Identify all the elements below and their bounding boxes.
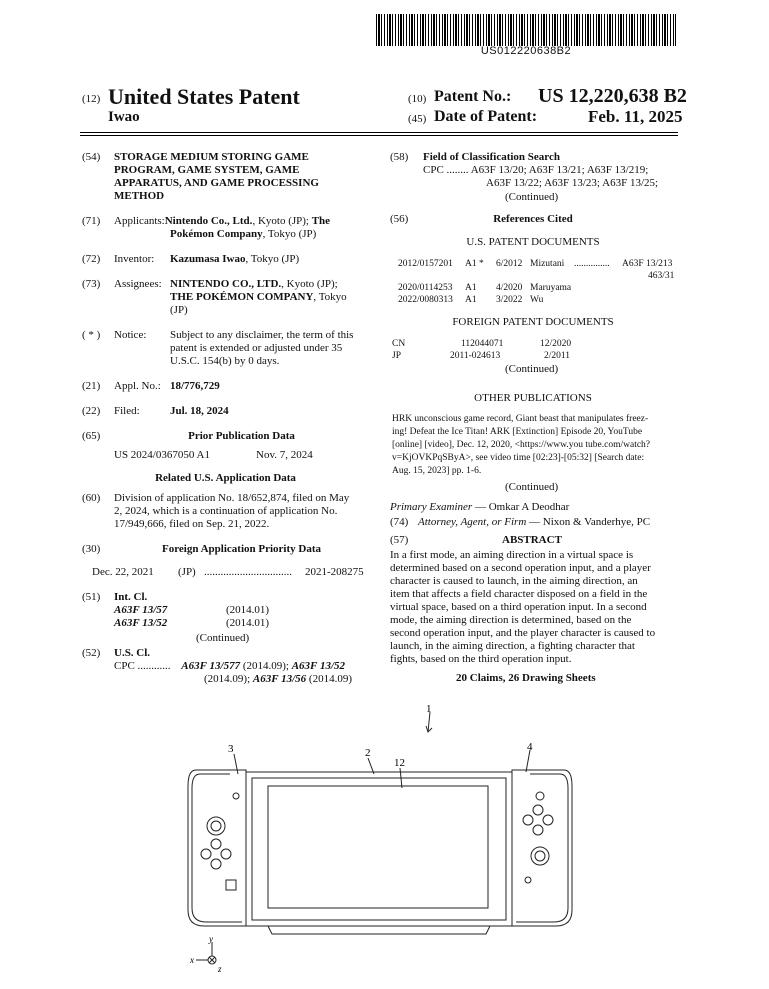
- us-doc-2-date: 4/2020: [496, 283, 523, 293]
- references-continued: (Continued): [505, 363, 559, 375]
- display-screen: [268, 786, 488, 908]
- int-cl-1-ver: (2014.01): [226, 604, 270, 616]
- label-4: 4: [527, 741, 533, 753]
- code-21: (21): [82, 380, 101, 392]
- code-56: (56): [390, 213, 409, 225]
- dpad-left: [201, 849, 211, 859]
- foreign-doc-1-num: 112044071: [461, 339, 504, 349]
- assignee-1-name: NINTENDO CO., LTD.: [170, 278, 282, 290]
- abstract-line-3: character is caused to launch, in the aiming direction, an: [390, 575, 638, 587]
- assignee-1: [170, 278, 338, 291]
- plus-button: [536, 792, 544, 800]
- code-10: (10): [408, 93, 427, 105]
- code-54: (54): [82, 151, 101, 163]
- other-pubs-heading: OTHER PUBLICATIONS: [474, 392, 592, 404]
- int-cl-continued: (Continued): [196, 632, 250, 644]
- button-b: [533, 825, 543, 835]
- applicants-label: Applicants:: [114, 215, 165, 227]
- applicants: [114, 215, 369, 228]
- axis-x-label: x: [190, 955, 194, 965]
- patent-no-label: Patent No.:: [434, 88, 512, 105]
- dpad-down: [211, 859, 221, 869]
- foreign-doc-2-num: 2011-024613: [450, 351, 501, 361]
- field-search-cpc: CPC: [423, 164, 444, 176]
- notice-label: Notice:: [114, 329, 147, 341]
- us-doc-1-date: 6/2012: [496, 259, 523, 269]
- assignees-label: Assignees:: [114, 278, 162, 290]
- right-stick: [531, 847, 549, 865]
- applicant-2-loc: , Tokyo (JP): [262, 228, 317, 240]
- examiner: [390, 501, 569, 514]
- field-search-classes-1: A63F 13/20; A63F 13/21; A63F 13/219;: [470, 164, 649, 176]
- us-doc-2-kind: A1: [465, 283, 477, 293]
- title-line-2: PROGRAM, GAME SYSTEM, GAME: [114, 164, 300, 176]
- appl-no-label: Appl. No.:: [114, 380, 161, 392]
- leader-1: [428, 712, 430, 732]
- priority-country: (JP): [178, 566, 196, 578]
- us-cl-v1: (2014.09);: [242, 660, 289, 672]
- prior-pub-date: Nov. 7, 2024: [256, 449, 313, 461]
- code-71: (71): [82, 215, 101, 227]
- axis-z-label: z: [218, 964, 222, 974]
- z-axis-cross: [209, 957, 215, 963]
- foreign-doc-2-date: 2/2011: [544, 351, 571, 361]
- assignee-1-loc: , Kyoto (JP);: [281, 278, 338, 290]
- us-cl-line-2: [204, 673, 352, 686]
- assignee-2: [170, 291, 347, 304]
- foreign-docs-heading: FOREIGN PATENT DOCUMENTS: [452, 316, 614, 328]
- code-60: (60): [82, 492, 101, 504]
- applicants-line-2: [170, 228, 316, 241]
- assignee-2-loc: , Tokyo: [313, 291, 347, 303]
- code-22: (22): [82, 405, 101, 417]
- leader-4: [526, 750, 530, 772]
- code-58: (58): [390, 151, 409, 163]
- foreign-doc-1-date: 12/2020: [540, 339, 572, 349]
- inventor-short: Iwao: [108, 109, 140, 125]
- home-button: [525, 877, 531, 883]
- label-1: 1: [426, 703, 432, 715]
- title-line-3: APPARATUS, AND GAME PROCESSING: [114, 177, 319, 189]
- abstract-line-4: item that affects a field character disposed on a field in the: [390, 588, 648, 600]
- barcode-number: US012220638B2: [480, 45, 572, 57]
- us-cl-dots: ............: [137, 660, 171, 672]
- stand: [268, 926, 490, 934]
- us-cl-c1: A63F 13/577: [181, 660, 241, 672]
- abstract-line-7: second operation input, and the player character is caused to: [390, 627, 656, 639]
- assignee-2-country: (JP): [170, 304, 188, 316]
- us-doc-1-dots: ...............: [574, 259, 610, 269]
- us-doc-3-num: 2022/0080313: [398, 295, 453, 305]
- code-74: (74): [390, 516, 409, 528]
- us-cl-line-1: [114, 660, 345, 673]
- dpad-right: [221, 849, 231, 859]
- title-line-4: METHOD: [114, 190, 165, 202]
- int-cl-2-ver: (2014.01): [226, 617, 270, 629]
- capture-button: [226, 880, 236, 890]
- code-52: (52): [82, 647, 101, 659]
- code-30: (30): [82, 543, 101, 555]
- us-doc-3-name: Wu: [530, 295, 544, 305]
- patent-type-title: United States Patent: [108, 84, 300, 109]
- other-pub-line-2: ing! Defeat the Ice Titan! ARK [Extinction] Episode 20, YouTube: [392, 427, 643, 437]
- right-joycon: [512, 770, 572, 926]
- division-line-1: Division of application No. 18/652,874, filed on May: [114, 492, 350, 504]
- notice-line-2: patent is extended or adjusted under 35: [170, 342, 343, 354]
- priority-date: Dec. 22, 2021: [92, 566, 154, 578]
- inventor-name: Kazumasa Iwao: [170, 253, 246, 265]
- abstract-line-8: launch, in the aiming direction, a fighting character that: [390, 640, 635, 652]
- patent-date: Feb. 11, 2025: [588, 107, 683, 126]
- notice-line-1: Subject to any disclaimer, the term of this: [170, 329, 354, 341]
- applicant-2a: The: [311, 215, 331, 227]
- us-docs-heading: U.S. PATENT DOCUMENTS: [466, 236, 600, 248]
- title-line-1: STORAGE MEDIUM STORING GAME: [114, 151, 309, 163]
- field-search-line-2: A63F 13/22; A63F 13/23; A63F 13/25;: [486, 177, 659, 189]
- us-doc-1-cls2: 463/31: [648, 271, 675, 281]
- notice-code: ( * ): [82, 329, 101, 341]
- label-2: 2: [365, 747, 371, 759]
- code-65: (65): [82, 430, 101, 442]
- attorney-label: Attorney, Agent, or Firm: [418, 516, 527, 528]
- date-label: Date of Patent:: [434, 108, 538, 125]
- prior-pub-heading: Prior Publication Data: [188, 430, 295, 442]
- label-3: 3: [228, 743, 234, 755]
- us-cl-heading: U.S. Cl.: [114, 647, 151, 659]
- us-doc-1-cls: A63F 13/213: [622, 259, 673, 269]
- us-doc-1-num: 2012/0157201: [398, 259, 453, 269]
- abstract-line-9: fights, based on the third operation input.: [390, 653, 572, 665]
- examiner-label: Primary Examiner: [390, 501, 473, 513]
- us-doc-2-num: 2020/0114253: [398, 283, 453, 293]
- dpad-up: [211, 839, 221, 849]
- us-doc-3-date: 3/2022: [496, 295, 523, 305]
- abstract-line-1: In a first mode, an aiming direction in a virtual space is: [390, 549, 634, 561]
- us-cl-cpc: CPC: [114, 660, 135, 672]
- attorney-name: — Nixon & Vanderhye, PC: [526, 516, 651, 528]
- button-a: [543, 815, 553, 825]
- code-51: (51): [82, 591, 101, 603]
- us-doc-3-kind: A1: [465, 295, 477, 305]
- related-heading: Related U.S. Application Data: [155, 472, 296, 484]
- patent-number: US 12,220,638 B2: [538, 85, 687, 107]
- left-joycon-inner: [192, 774, 242, 922]
- assignee-2-name: THE POKÉMON COMPANY: [170, 291, 314, 303]
- foreign-priority-heading: Foreign Application Priority Data: [162, 543, 321, 555]
- minus-button: [233, 793, 239, 799]
- barcode: [376, 14, 676, 46]
- abstract-line-6: mode, the aiming direction is determined, based on the: [390, 614, 632, 626]
- screen-bezel: [252, 778, 506, 920]
- axis-y-label: y: [209, 934, 213, 944]
- foreign-doc-2-country: JP: [392, 351, 401, 361]
- filed-date: Jul. 18, 2024: [170, 405, 229, 417]
- other-pubs-continued: (Continued): [505, 481, 559, 493]
- other-pub-line-1: HRK unconscious game record, Giant beast that manipulates freez-: [392, 414, 649, 424]
- code-72: (72): [82, 253, 101, 265]
- field-search-dots: ........: [446, 164, 469, 176]
- us-cl-c2: A63F 13/52: [291, 660, 345, 672]
- us-cl-c3: A63F 13/56: [252, 673, 307, 685]
- notice-line-3: U.S.C. 154(b) by 0 days.: [170, 355, 280, 367]
- other-pub-line-3: [online] [video], Dec. 12, 2020, <https://www.you tube.com/watch?: [392, 440, 651, 450]
- references-heading: References Cited: [493, 213, 573, 225]
- other-pub-line-4: v=KjOVKPqSByA>, see video time [02:23]-[05:32] [Search date:: [392, 453, 645, 463]
- int-cl-heading: Int. Cl.: [114, 591, 148, 603]
- filed-label: Filed:: [114, 405, 140, 417]
- code-45: (45): [408, 113, 427, 125]
- label-12: 12: [394, 757, 405, 769]
- abstract-line-2: determined based on a second operation input, and a player: [390, 562, 651, 574]
- priority-number: 2021-208275: [305, 566, 364, 578]
- us-cl-v3: (2014.09): [308, 673, 352, 685]
- appl-no: 18/776,729: [170, 380, 220, 392]
- right-joycon-inner: [516, 774, 568, 922]
- foreign-doc-1-country: CN: [392, 339, 406, 349]
- applicant-1-loc: , Kyoto (JP);: [252, 215, 312, 227]
- code-57: (57): [390, 534, 409, 546]
- division-line-3: 17/949,666, filed on Sep. 21, 2022.: [114, 518, 270, 530]
- field-search-line-1: [423, 164, 648, 177]
- leader-3: [234, 754, 238, 774]
- inventor-label: Inventor:: [114, 253, 155, 265]
- us-cl-v2: (2014.09);: [204, 673, 251, 685]
- claims-summary: 20 Claims, 26 Drawing Sheets: [456, 672, 596, 684]
- applicant-1: Nintendo Co., Ltd.: [164, 215, 253, 227]
- field-search-continued: (Continued): [505, 191, 559, 203]
- header-rule-2: [80, 135, 678, 136]
- right-stick-inner: [535, 851, 545, 861]
- us-doc-1-name: Mizutani: [530, 259, 565, 269]
- code-12: (12): [82, 93, 101, 105]
- header-rule-1: [80, 132, 678, 133]
- inventor-loc: , Tokyo (JP): [245, 253, 300, 265]
- attorney: [418, 516, 650, 529]
- division-line-2: 2, 2024, which is a continuation of application No.: [114, 505, 338, 517]
- inventor: [170, 253, 299, 266]
- button-x: [533, 805, 543, 815]
- button-y: [523, 815, 533, 825]
- us-doc-1-kind: A1 *: [465, 259, 484, 269]
- abstract-heading: ABSTRACT: [502, 534, 562, 546]
- int-cl-2: A63F 13/52: [114, 617, 168, 629]
- applicant-2b: Pokémon Company: [170, 228, 263, 240]
- left-stick: [207, 817, 225, 835]
- field-search-heading: Field of Classification Search: [423, 151, 560, 163]
- prior-pub-number: US 2024/0367050 A1: [114, 449, 210, 461]
- priority-dots: ................................: [204, 566, 292, 578]
- main-body: [246, 772, 512, 926]
- examiner-name: — Omkar A Deodhar: [472, 501, 570, 513]
- left-stick-inner: [211, 821, 221, 831]
- code-73: (73): [82, 278, 101, 290]
- int-cl-1: A63F 13/57: [114, 604, 168, 616]
- us-doc-2-name: Maruyama: [530, 283, 572, 293]
- abstract-line-5: virtual space, based on a third operation input. In a second: [390, 601, 647, 613]
- other-pub-line-5: Aug. 15, 2023] pp. 1-6.: [392, 466, 482, 476]
- figure-drawing: [0, 690, 769, 989]
